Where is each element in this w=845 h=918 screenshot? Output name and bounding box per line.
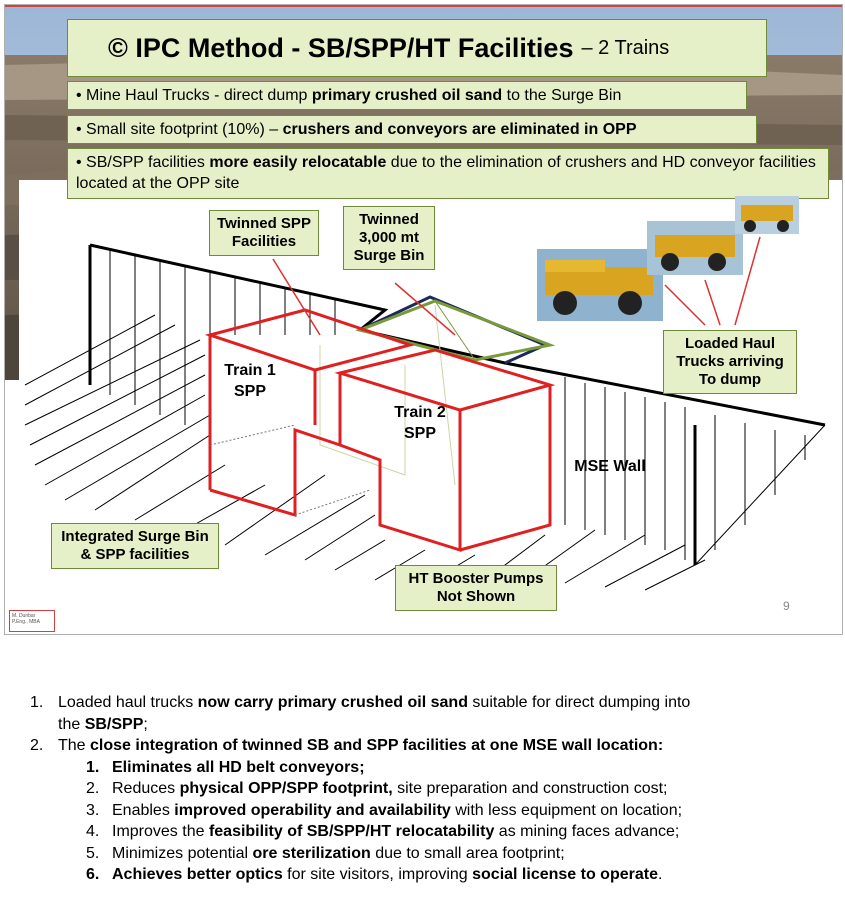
bullet-3: • SB/SPP facilities more easily relocatable due to the elimination of crushers and HD conveyor facilities located at the OPP site <box>67 148 829 199</box>
slide <box>4 4 843 635</box>
sub-list-item: 6. Achieves better optics for site visitors, improving social license to operate. <box>86 866 663 883</box>
bullet-2: • Small site footprint (10%) – crushers and conveyors are eliminated in OPP <box>67 115 757 144</box>
title-sub: – 2 Trains <box>581 36 670 59</box>
sub-list-item: 5. Minimizes potential ore sterilization due to small area footprint; <box>86 844 565 862</box>
title-main: © IPC Method - SB/SPP/HT Facilities <box>108 32 574 63</box>
author-logo: M. Dunbar P.Eng., MBA <box>9 610 55 632</box>
benefits-list <box>30 692 830 886</box>
bullet-1: • Mine Haul Trucks - direct dump primary crushed oil sand to the Surge Bin <box>67 81 747 110</box>
label-surge-bin: Twinned 3,000 mt Surge Bin <box>343 206 435 270</box>
sub-list-item: 4. Improves the feasibility of SB/SPP/HT relocatability as mining faces advance; <box>86 823 680 840</box>
label-mse-wall: MSE Wall <box>574 458 646 475</box>
sub-list-item: 2. Reduces physical OPP/SPP footprint, site preparation and construction cost; <box>86 780 668 797</box>
label-ht-booster-pumps: HT Booster Pumps Not Shown <box>395 565 557 611</box>
label-integrated-surge-bin: Integrated Surge Bin & SPP facilities <box>51 523 219 569</box>
train-2-box <box>340 350 550 550</box>
haul-truck-small-icon <box>735 196 799 234</box>
list-item: the SB/SPP; <box>58 715 148 733</box>
list-item: 1. Loaded haul trucks now carry primary crushed oil sand suitable for direct dumping into <box>30 694 691 711</box>
haul-truck-medium-icon <box>647 221 743 275</box>
sub-list-item: 1. Eliminates all HD belt conveyors; <box>86 758 365 776</box>
list-item: 2. The close integration of twinned SB and SPP facilities at one MSE wall location: <box>30 737 664 754</box>
label-haul-trucks: Loaded Haul Trucks arriving To dump <box>663 330 797 394</box>
haul-truck-large-icon <box>537 249 663 321</box>
label-train-1: Train 1 SPP <box>224 362 276 400</box>
page-number: 9 <box>783 599 790 613</box>
label-train-2: Train 2 SPP <box>394 404 446 442</box>
label-twinned-spp: Twinned SPP Facilities <box>209 210 319 256</box>
sub-list-item: 3. Enables improved operability and availability with less equipment on location; <box>86 801 683 819</box>
